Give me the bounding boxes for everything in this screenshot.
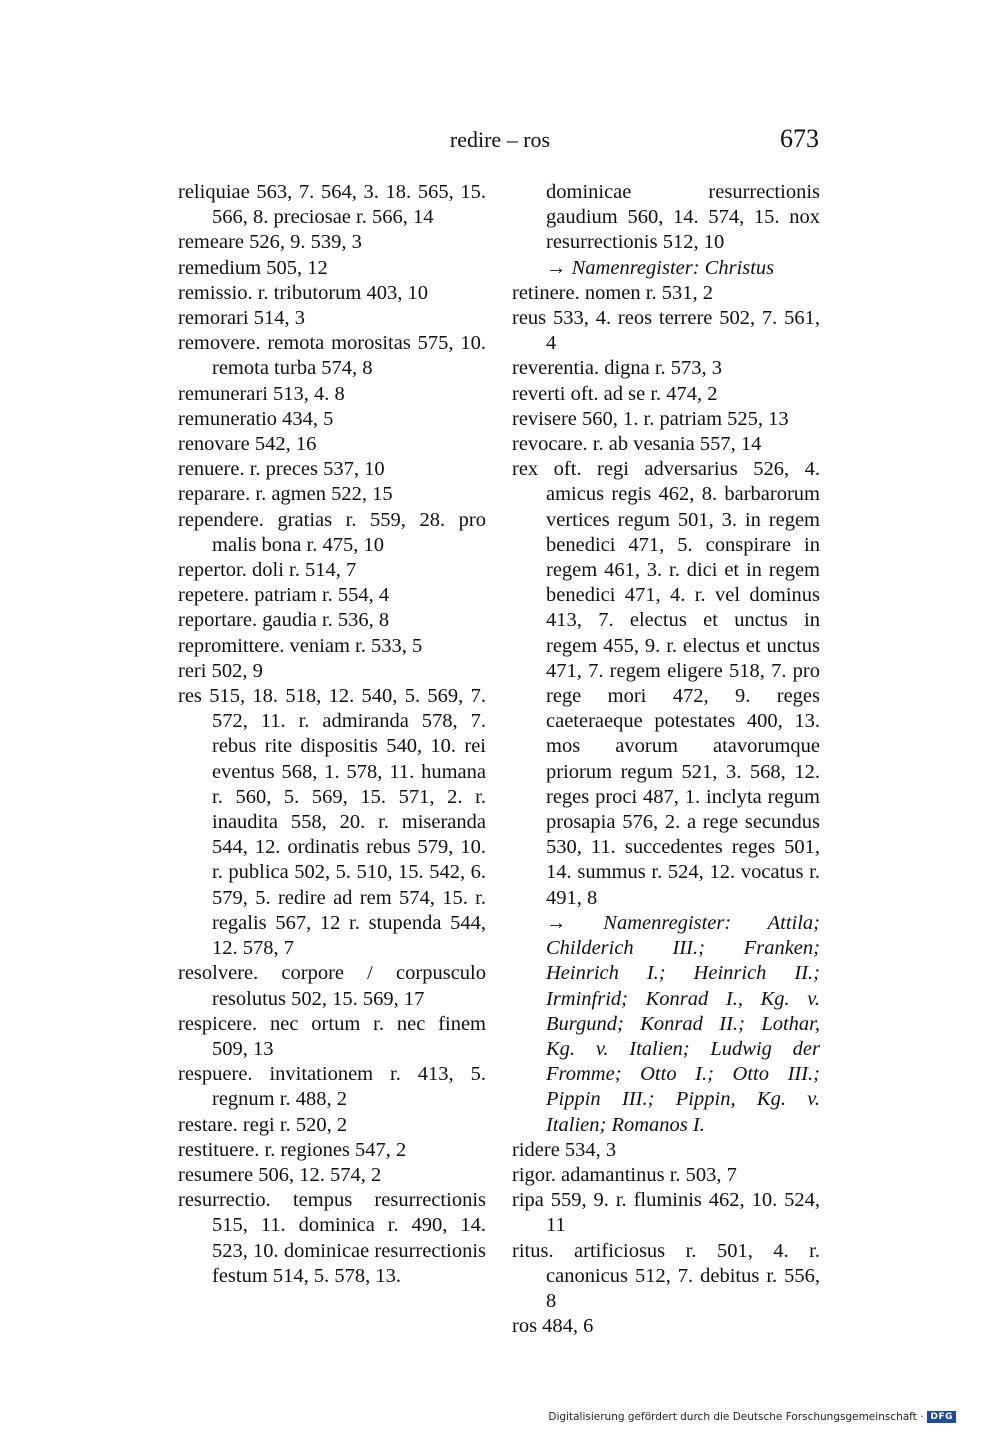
index-entry: resolvere. corpore / corpusculo resolutus 502, 15. 569, 17 (178, 962, 486, 1010)
running-header: redire – ros (449, 127, 551, 152)
index-column-right (512, 180, 820, 1339)
index-entry: reri 502, 9 (178, 659, 263, 682)
index-entry: resumere 506, 12. 574, 2 (178, 1163, 382, 1186)
index-entry: rependere. gratias r. 559, 28. pro malis bona r. 475, 10 (178, 508, 486, 556)
index-entry: restituere. r. regiones 547, 2 (178, 1138, 407, 1161)
cross-reference (512, 256, 820, 281)
index-entry: reliquiae 563, 7. 564, 3. 18. 565, 15. 566, 8. preciosae r. 566, 14 (178, 181, 486, 229)
credit-text: Digitalisierung gefördert durch die Deutsche Forschungsgemeinschaft · (548, 1411, 924, 1423)
index-entry: respicere. nec ortum r. nec finem 509, 13 (178, 1012, 486, 1060)
index-entry: ritus. artificiosus r. 501, 4. r. canonicus 512, 7. debitus r. 556, 8 (512, 1239, 820, 1312)
index-entry: revocare. r. ab vesania 557, 14 (512, 433, 762, 456)
index-entry: reportare. gaudia r. 536, 8 (178, 609, 390, 632)
index-entry: removere. remota morositas 575, 10. remota turba 574, 8 (178, 332, 486, 380)
index-entry: ridere 534, 3 (512, 1138, 617, 1161)
cross-reference-text: → Namenregister: Attila; Childerich III.; Franken; Heinrich I.; Heinrich II.; Irminfrid; Konrad I., Kg. v. Burgund; Konrad II.; Lothar, Kg. v. Italien; Ludwig der Fromme; Otto I.; Otto III.; Pippin III.; Pippin, Kg. v. Italien; Romanos I. (546, 911, 820, 1136)
index-entry: remunerari 513, 4. 8 (178, 382, 345, 405)
index-entry: repromittere. veniam r. 533, 5 (178, 634, 423, 657)
index-entry: remorari 514, 3 (178, 307, 305, 330)
index-entry: ros 484, 6 (512, 1315, 594, 1338)
index-entry: remeare 526, 9. 539, 3 (178, 231, 362, 254)
index-entry: retinere. nomen r. 531, 2 (512, 281, 713, 304)
index-entry: rex oft. regi adversarius 526, 4. amicus regis 462, 8. barbarorum vertices regum 501, 3. in regem benedici 471, 5. conspirare in regem 461, 3. r. dici et in regem benedici 471, 4. r. vel dominus 413, 7. electus et unctus in regem 455, 9. r. electus et unctus 471, 7. regem eligere 518, 7. pro rege mori 472, 9. reges caeteraeque potestates 400, 13. mos avorum atavorumque priorum regum 521, 3. 568, 12. reges proci 487, 1. inclyta regum prosapia 576, 2. a rege secundus 530, 11. succedentes reges 501, 14. summus r. 524, 12. vocatus r. 491, 8 (512, 458, 820, 909)
index-entry-continuation: dominicae resurrectionis gaudium 560, 14. 574, 15. nox resurrectionis 512, 10 (546, 181, 820, 254)
cross-reference-text: → Namenregister: Christus (546, 256, 775, 279)
index-entry: repertor. doli r. 514, 7 (178, 559, 357, 582)
index-entry: rigor. adamantinus r. 503, 7 (512, 1163, 737, 1186)
index-entry: reverti oft. ad se r. 474, 2 (512, 382, 718, 405)
digitization-credit (548, 1411, 956, 1423)
index-entry: remissio. r. tributorum 403, 10 (178, 281, 428, 304)
index-entry: ripa 559, 9. r. fluminis 462, 10. 524, 11 (512, 1189, 820, 1237)
index-entry: remedium 505, 12 (178, 256, 328, 279)
index-entry: renuere. r. preces 537, 10 (178, 458, 385, 481)
index-entry: remuneratio 434, 5 (178, 407, 334, 430)
index-entry: respuere. invitationem r. 413, 5. regnum r. 488, 2 (178, 1063, 486, 1111)
index-entry: reus 533, 4. reos terrere 502, 7. 561, 4 (512, 307, 820, 355)
page-number: 673 (780, 124, 819, 153)
index-entry: reverentia. digna r. 573, 3 (512, 357, 723, 380)
index-entry: revisere 560, 1. r. patriam 525, 13 (512, 407, 789, 430)
index-entry: reparare. r. agmen 522, 15 (178, 483, 393, 506)
index-entry: res 515, 18. 518, 12. 540, 5. 569, 7. 572, 11. r. admiranda 578, 7. rebus rite dispositis 540, 10. rei eventus 568, 1. 578, 11. humana r. 560, 5. 569, 15. 571, 2. r. inaudita 558, 20. r. miseranda 544, 12. ordinatis rebus 579, 10. r. publica 502, 5. 510, 15. 542, 6. 579, 5. redire ad rem 574, 15. r. regalis 567, 12 r. stupenda 544, 12. 578, 7 (178, 685, 486, 960)
index-entry: renovare 542, 16 (178, 433, 317, 456)
index-entry: resurrectio. tempus resurrectionis 515, 11. dominica r. 490, 14. 523, 10. dominicae resurrectionis festum 514, 5. 578, 13. (178, 1189, 486, 1287)
index-column-left (178, 180, 486, 1289)
cross-reference (512, 911, 820, 1138)
index-entry: restare. regi r. 520, 2 (178, 1113, 348, 1136)
index-entry: repetere. patriam r. 554, 4 (178, 584, 390, 607)
dfg-logo: DFG (927, 1411, 956, 1423)
